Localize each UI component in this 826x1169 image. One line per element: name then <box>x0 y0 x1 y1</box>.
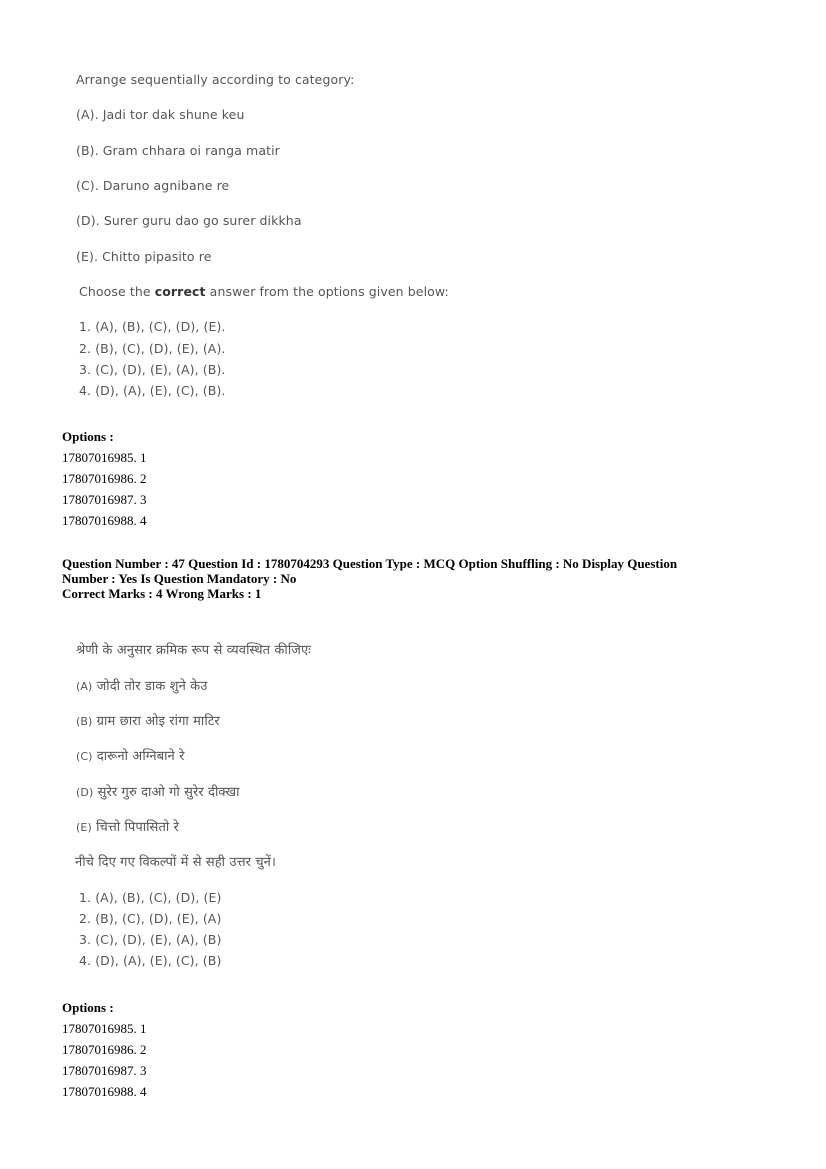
q46-choose-instruction <box>79 284 449 299</box>
q46-answer-2: 2. (B), (C), (D), (E), (A). <box>79 341 226 356</box>
q47-answer-1: 1. (A), (B), (C), (D), (E) <box>79 890 222 905</box>
q46-item-e: (E). Chitto pipasito re <box>76 249 212 264</box>
option-46-3: 17807016987. 3 <box>62 492 147 507</box>
options-46-label: Options : <box>62 429 114 444</box>
q47-answer-3: 3. (C), (D), (E), (A), (B) <box>79 932 222 947</box>
q47-item-d <box>76 782 240 800</box>
q47-item-a-mark: (A) <box>76 680 93 693</box>
question-47-header <box>62 556 677 601</box>
option-46-4: 17807016988. 4 <box>62 513 147 528</box>
q46-choose-prefix: Choose the <box>79 284 155 299</box>
q46-item-a: (A). Jadi tor dak shune keu <box>76 107 245 122</box>
option-46-2: 17807016986. 2 <box>62 471 147 486</box>
q47-item-b <box>76 711 220 729</box>
q47-item-c <box>76 746 185 764</box>
options-47-label: Options : <box>62 1000 114 1015</box>
q46-item-c: (C). Daruno agnibane re <box>76 178 230 193</box>
q47-item-e <box>76 817 179 835</box>
q47-header-line3: Correct Marks : 4 Wrong Marks : 1 <box>62 586 262 601</box>
options-46 <box>62 426 147 531</box>
q47-item-b-text: ग्राम छारा ओइ रांगा माटिर <box>96 714 220 729</box>
q47-header-line2: Number : Yes Is Question Mandatory : No <box>62 571 297 586</box>
option-47-2: 17807016986. 2 <box>62 1042 147 1057</box>
q47-item-c-text: दारूनो अग्निबाने रे <box>96 749 185 764</box>
q47-choose-instruction: नीचे दिए गए विकल्पों में से सही उत्तर चुनें। <box>75 855 277 870</box>
question-46-image <box>76 70 476 405</box>
q47-item-a-text: जोदी तोर डाक शुने केउ <box>96 679 208 694</box>
option-47-1: 17807016985. 1 <box>62 1021 147 1036</box>
q46-answer-3: 3. (C), (D), (E), (A), (B). <box>79 362 226 377</box>
q46-instruction: Arrange sequentially according to category: <box>76 72 355 87</box>
q46-choose-bold: correct <box>154 284 206 299</box>
q47-item-c-mark: (C) <box>76 750 93 763</box>
q46-answer-1: 1. (A), (B), (C), (D), (E). <box>79 319 226 334</box>
q47-item-e-mark: (E) <box>76 821 92 834</box>
q47-header-line1: Question Number : 47 Question Id : 1780704293 Question Type : MCQ Option Shuffling : No Display Question <box>62 556 678 571</box>
q46-answer-4: 4. (D), (A), (E), (C), (B). <box>79 383 226 398</box>
q47-item-b-mark: (B) <box>76 715 93 728</box>
options-47 <box>62 997 147 1102</box>
q46-item-b: (B). Gram chhara oi ranga matir <box>76 143 280 158</box>
option-47-3: 17807016987. 3 <box>62 1063 147 1078</box>
q47-instruction: श्रेणी के अनुसार क्रमिक रूप से व्यवस्थित कीजिएः <box>76 643 311 658</box>
option-47-4: 17807016988. 4 <box>62 1084 147 1099</box>
q47-answer-2: 2. (B), (C), (D), (E), (A) <box>79 911 222 926</box>
q46-choose-suffix: answer from the options given below: <box>205 284 449 299</box>
question-47-image <box>76 640 496 975</box>
option-46-1: 17807016985. 1 <box>62 450 147 465</box>
q47-item-e-text: चित्तो पिपासितो रे <box>96 820 179 835</box>
q47-item-a <box>76 676 207 694</box>
q47-item-d-text: सुरेर गुरु दाओ गो सुरेर दीक्खा <box>97 785 240 800</box>
q47-answer-4: 4. (D), (A), (E), (C), (B) <box>79 953 222 968</box>
q47-item-d-mark: (D) <box>76 786 94 799</box>
q46-item-d: (D). Surer guru dao go surer dikkha <box>76 213 302 228</box>
